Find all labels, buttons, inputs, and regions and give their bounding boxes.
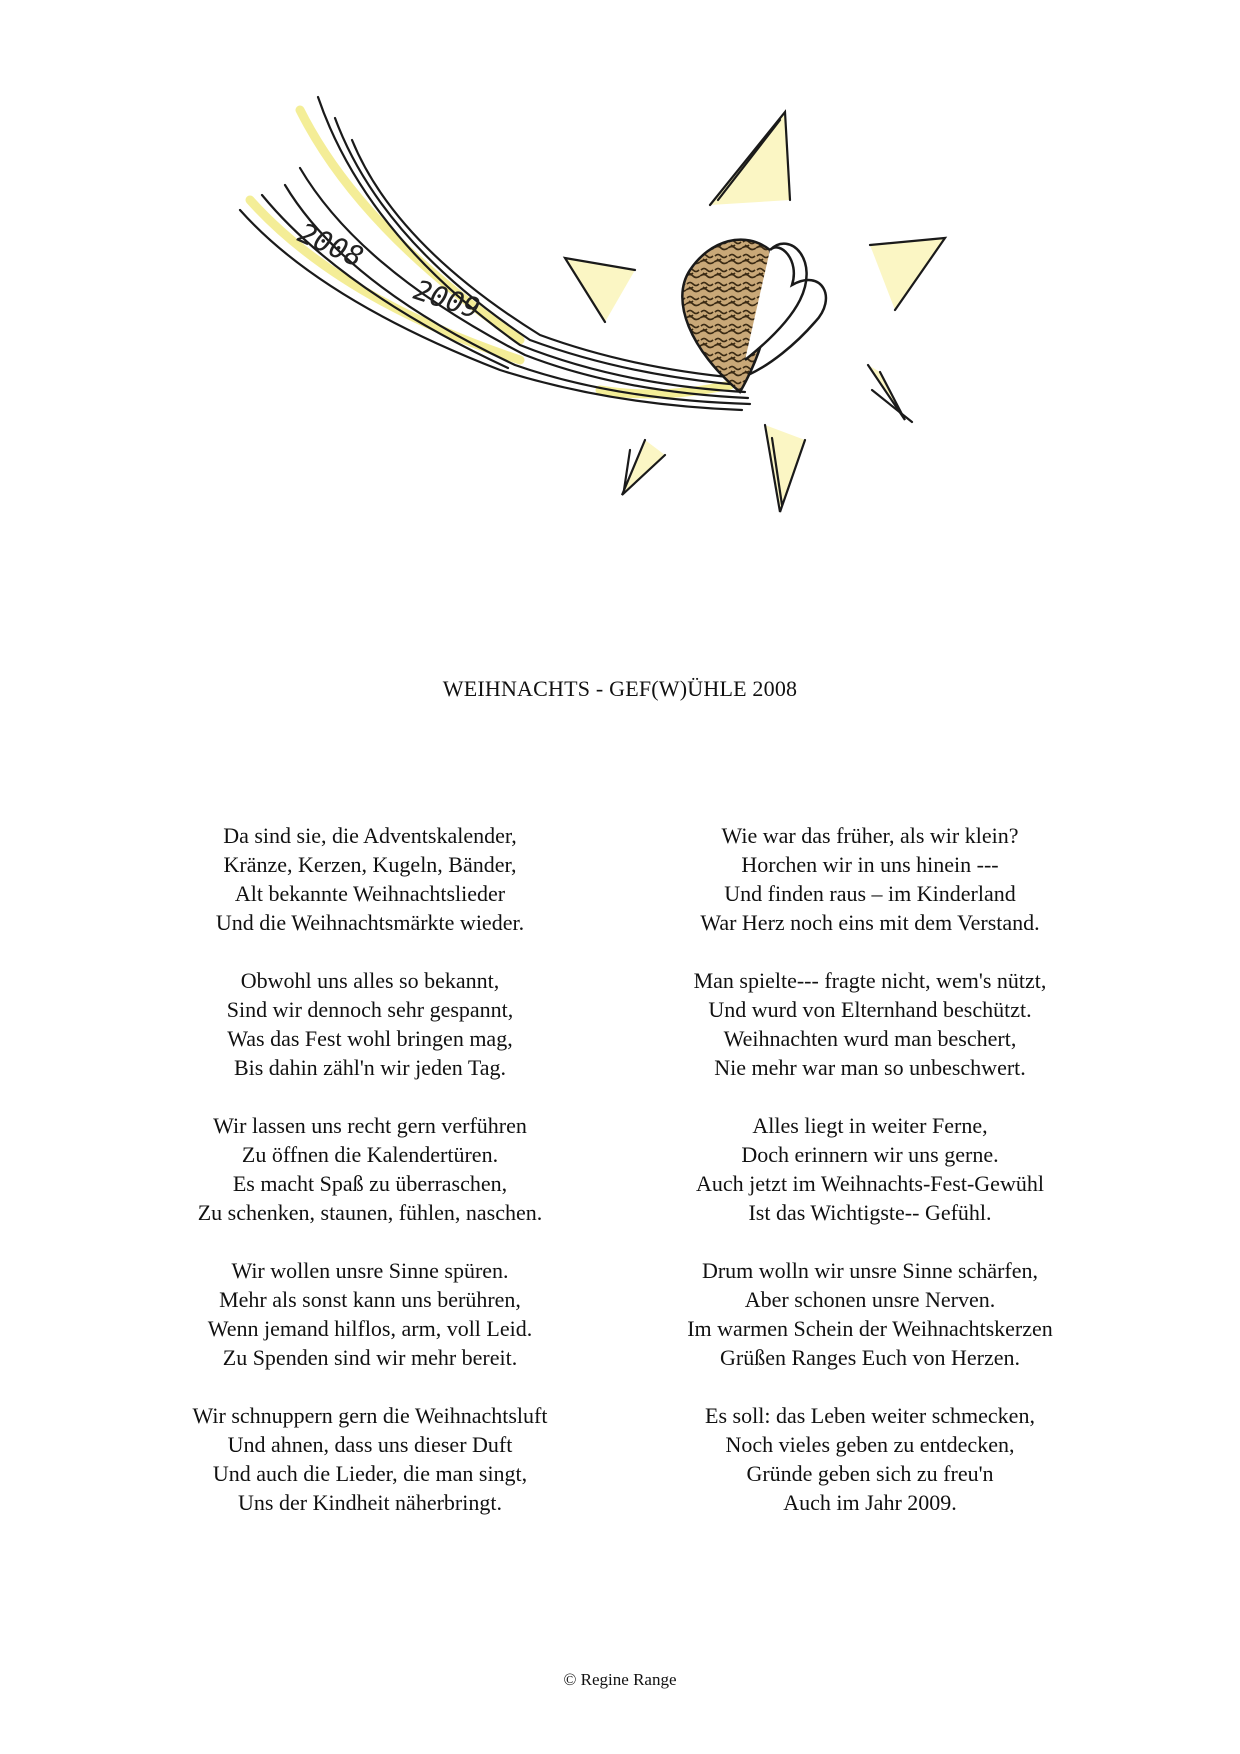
poem-line: Sind wir dennoch sehr gespannt,	[226, 997, 514, 1022]
stanza	[130, 1111, 610, 1227]
stanza	[130, 821, 610, 937]
poem-line: Noch vieles geben zu entdecken,	[725, 1432, 1015, 1457]
stanza	[630, 821, 1110, 937]
poem-line: Wenn jemand hilflos, arm, voll Leid.	[207, 1316, 533, 1341]
ray-upper-right	[870, 238, 945, 310]
ray-lower-left	[622, 440, 665, 495]
stanza	[130, 1401, 610, 1517]
poem-line: Alt bekannte Weihnachtslieder	[234, 881, 506, 906]
stanza	[630, 1111, 1110, 1227]
poem-line: Nie mehr war man so unbeschwert.	[714, 1055, 1026, 1080]
poem-line: Da sind sie, die Adventskalender,	[223, 823, 517, 848]
ray-bottom	[765, 425, 805, 512]
poem-line: Und wurd von Elternhand beschützt.	[708, 997, 1032, 1022]
comet-year-end: 2009	[409, 273, 485, 326]
poem-title: WEIHNACHTS - GEF(W)ÜHLE 2008	[442, 676, 798, 701]
poem-line: Wir wollen unsre Sinne spüren.	[231, 1258, 509, 1283]
poem-line: Obwohl uns alles so bekannt,	[240, 968, 500, 993]
stanza	[630, 966, 1110, 1082]
poem-column-left	[130, 821, 610, 1546]
poem-line: Im warmen Schein der Weihnachtskerzen	[687, 1316, 1053, 1341]
poem-line: Uns der Kindheit näherbringt.	[238, 1490, 502, 1515]
stanza	[630, 1256, 1110, 1372]
poem-line: Kränze, Kerzen, Kugeln, Bänder,	[223, 852, 517, 877]
ray-top	[710, 112, 790, 205]
poem-line: Ist das Wichtigste-- Gefühl.	[748, 1200, 992, 1225]
poem-line: Und finden raus – im Kinderland	[724, 881, 1016, 906]
poem-line: Man spielte--- fragte nicht, wem's nützt,	[693, 968, 1047, 993]
poem-line: Und die Weihnachtsmärkte wieder.	[215, 910, 525, 935]
poem-line: Alles liegt in weiter Ferne,	[752, 1113, 988, 1138]
poem-line: Wir schnuppern gern die Weihnachtsluft	[192, 1403, 548, 1428]
stanza	[630, 1401, 1110, 1517]
poem-line: Und auch die Lieder, die man singt,	[212, 1461, 528, 1486]
poem-line: Aber schonen unsre Nerven.	[744, 1287, 996, 1312]
poem-line: Grüßen Ranges Euch von Herzen.	[720, 1345, 1020, 1370]
poem-line: Wir lassen uns recht gern verführen	[213, 1113, 527, 1138]
copyright-footer: © Regine Range	[563, 1670, 677, 1689]
poem-line: Und ahnen, dass uns dieser Duft	[227, 1432, 513, 1457]
poem-line: Horchen wir in uns hinein ---	[741, 852, 999, 877]
poem-line: Zu öffnen die Kalendertüren.	[241, 1142, 499, 1167]
poem-line: War Herz noch eins mit dem Verstand.	[700, 910, 1040, 935]
poem-line: Doch erinnern wir uns gerne.	[741, 1142, 999, 1167]
ray-left	[565, 258, 635, 322]
poem-line: Bis dahin zähl'n wir jeden Tag.	[233, 1055, 507, 1080]
poem-line: Weihnachten wurd man beschert,	[723, 1026, 1017, 1051]
poem-line: Es soll: das Leben weiter schmecken,	[705, 1403, 1035, 1428]
poem-line: Mehr als sonst kann uns berühren,	[219, 1287, 521, 1312]
poem-line: Wie war das früher, als wir klein?	[721, 823, 1019, 848]
poem-line: Auch im Jahr 2009.	[783, 1490, 957, 1515]
ray-lower-right	[868, 365, 912, 422]
comet-heart-illustration	[0, 0, 1240, 600]
stanza	[130, 1256, 610, 1372]
poem-line: Gründe geben sich zu freu'n	[746, 1461, 994, 1486]
stanza	[130, 966, 610, 1082]
poem-line: Drum wolln wir unsre Sinne schärfen,	[701, 1258, 1039, 1283]
poem-line: Es macht Spaß zu überraschen,	[232, 1171, 508, 1196]
poem-line: Auch jetzt im Weihnachts-Fest-Gewühl	[696, 1171, 1044, 1196]
poem-line: Zu Spenden sind wir mehr bereit.	[222, 1345, 518, 1370]
poem-line: Was das Fest wohl bringen mag,	[227, 1026, 513, 1051]
heart-drawing	[682, 240, 826, 392]
comet-year-start: 2008	[293, 216, 369, 274]
poem-line: Zu schenken, staunen, fühlen, naschen.	[197, 1200, 543, 1225]
poem-column-right	[630, 821, 1110, 1546]
